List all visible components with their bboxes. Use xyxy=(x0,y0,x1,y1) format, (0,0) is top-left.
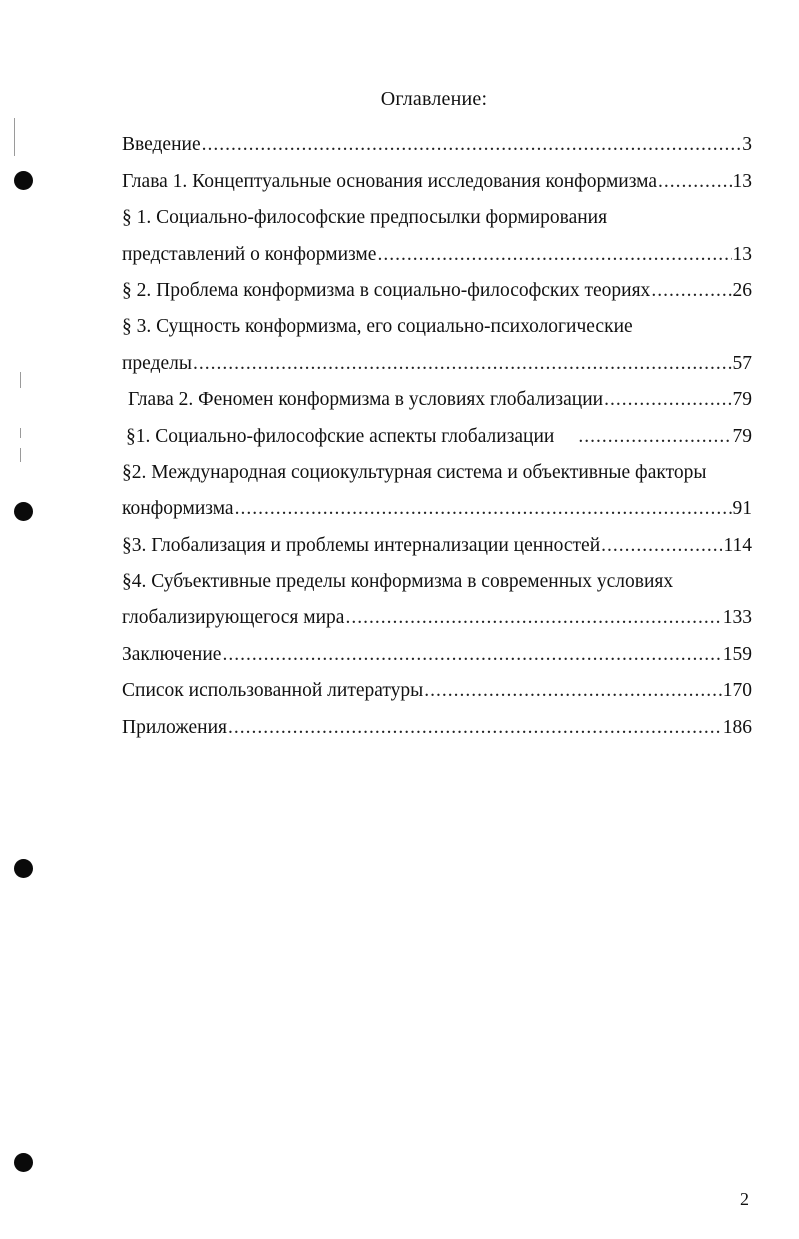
toc-entry: пределы ..... 57 xyxy=(122,339,752,375)
toc-entry: Введение ..... 3 xyxy=(122,121,752,157)
toc-entry: Заключение ..... 159 xyxy=(122,630,752,666)
toc-entry: представлений о конформизме ..... 13 xyxy=(122,230,752,266)
toc-entry: § 1. Социально-философские предпосылки формирования xyxy=(122,207,608,229)
toc-entry: §1. Социально-философские аспекты глобализации ..... 79 xyxy=(122,412,752,448)
scan-mark xyxy=(20,372,21,388)
toc-entry: §3. Глобализация и проблемы интернализации ценностей ..... 114 xyxy=(122,521,752,557)
toc-entry: § 3. Сущность конформизма, его социально-психологические xyxy=(122,316,633,338)
toc-entry: Список использованной литературы ..... 170 xyxy=(122,667,752,703)
punch-hole xyxy=(14,502,33,521)
toc-entry: §2. Международная социокультурная система и объективные факторы xyxy=(122,461,707,483)
punch-hole xyxy=(14,859,33,878)
page-number: 2 xyxy=(740,1189,749,1209)
toc-entry: глобализирующегося мира ..... 133 xyxy=(122,594,752,630)
table-of-contents xyxy=(122,121,752,740)
scan-mark xyxy=(20,428,21,438)
toc-entry: конформизма ..... 91 xyxy=(122,485,752,521)
scan-mark xyxy=(14,118,15,156)
toc-heading: Оглавление: xyxy=(380,88,488,110)
punch-hole xyxy=(14,171,33,190)
toc-entry: § 2. Проблема конформизма в социально-философских теориях ..... 26 xyxy=(122,267,752,303)
toc-entry: Глава 1. Концептуальные основания исследования конформизма ..... 13 xyxy=(122,157,752,193)
toc-entry: Глава 2. Феномен конформизма в условиях глобализации ..... 79 xyxy=(122,376,752,412)
scan-mark xyxy=(20,448,21,462)
toc-entry: Приложения ..... 186 xyxy=(122,703,752,739)
toc-entry: §4. Субъективные пределы конформизма в современных условиях xyxy=(122,571,674,593)
punch-hole xyxy=(14,1153,33,1172)
